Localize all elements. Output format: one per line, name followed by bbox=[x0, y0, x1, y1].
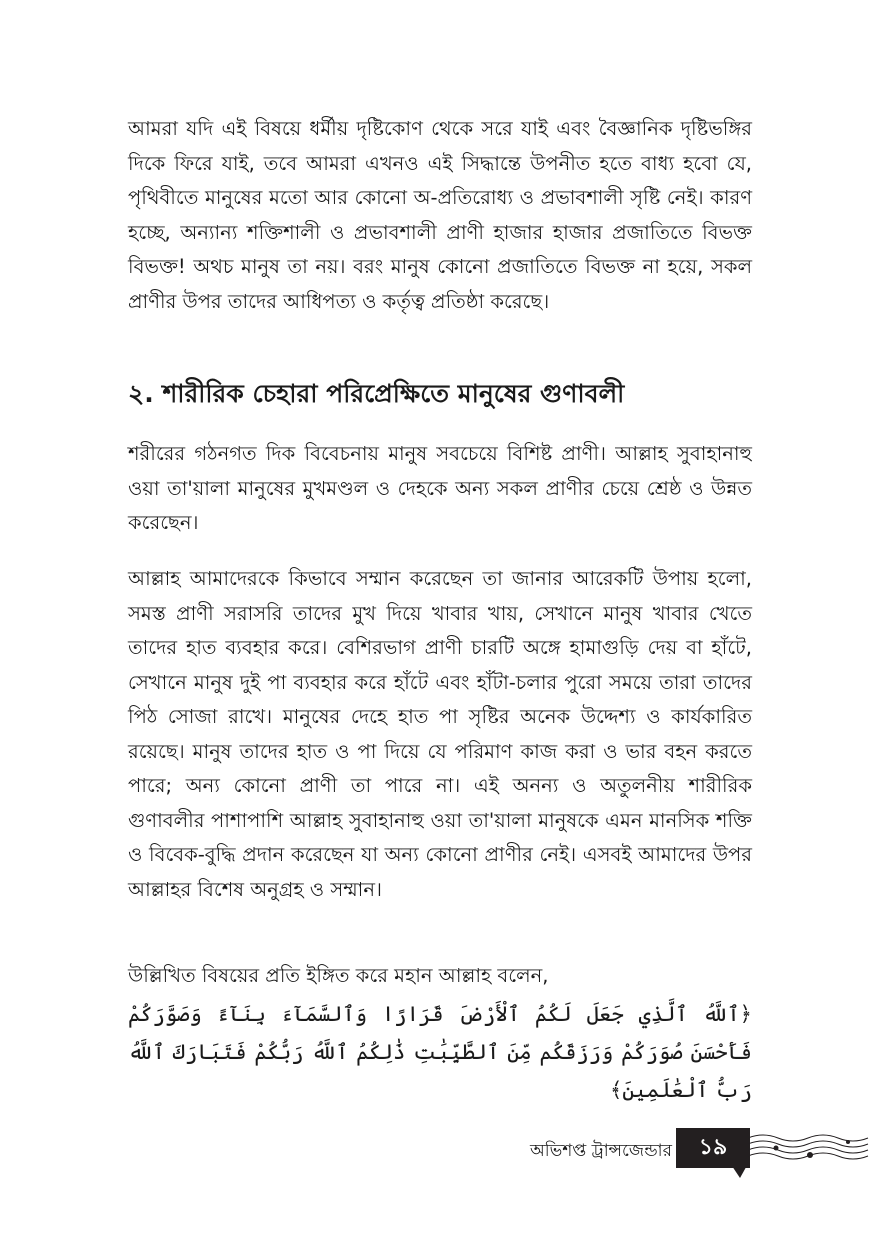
book-title: অভিশপ্ত ট্রান্সজেন্ডার bbox=[530, 1141, 672, 1161]
page-number-tab-tail bbox=[728, 1160, 750, 1178]
section-heading: ২. শারীরিক চেহারা পরিপ্রেক্ষিতে মানুষের গুণাবলী bbox=[128, 379, 625, 408]
paragraph-3: আল্লাহ আমাদেরকে কিভাবে সম্মান করেছেন তা জানার আরেকটি উপায় হলো, সমস্ত প্রাণী সরাসরি তাদের মুখ দিয়ে খাবার খায়, সেখানে মানুষ খাবার খেতে তাদের হাত ব্যবহার করে। বেশিরভাগ প্রাণী চারটি অঙ্গে হামাগুড়ি দেয় বা হাঁটে, সেখানে মানুষ দুই পা ব্যবহার করে হাঁটে এবং হাঁটা-চলার পুরো সময়ে তারা তাদের পিঠ সোজা রাখে। মানুষের দেহে হাত পা সৃষ্টির অনেক উদ্দেশ্য ও কার্যকারিত রয়েছে। মানুষ তাদের হাত ও পা দিয়ে যে পরিমাণ কাজ করা ও ভার বহন করতে পারে; অন্য কোনো প্রাণী তা পারে না। এই অনন্য ও অতুলনীয় শারীরিক গুণাবলীর পাশাপাশি আল্লাহ সুবাহানাহু ওয়া তা'য়ালা মানুষকে এমন মানসিক শক্তি ও বিবেক-বুদ্ধি প্রদান করেছেন যা অন্য কোনো প্রাণীর নেই। এসবই আমাদের উপর আল্লাহর বিশেষ অনুগ্রহ ও সম্মান। bbox=[128, 567, 752, 901]
paragraph-1: আমরা যদি এই বিষয়ে ধর্মীয় দৃষ্টিকোণ থেকে সরে যাই এবং বৈজ্ঞানিক দৃষ্টিভঙ্গির দিকে ফিরে যাই, তবে আমরা এখনও এই সিদ্ধান্তে উপনীত হতে বাধ্য হবো যে, পৃথিবীতে মানুষের মতো আর কোনো অ-প্রতিরোধ্য ও প্রভাবশালী সৃষ্টি নেই। কারণ হচ্ছে, অন্যান্য শক্তিশালী ও প্রভাবশালী প্রাণী হাজার হাজার প্রজাতিতে বিভক্ত বিভক্ত! অথচ মানুষ তা নয়। বরং মানুষ কোনো প্রজাতিতে বিভক্ত না হয়ে, সকল প্রাণীর উপর তাদের আধিপত্য ও কর্তৃত্ব প্রতিষ্ঠা করেছে। bbox=[128, 117, 753, 313]
paragraph-2: শরীরের গঠনগত দিক বিবেচনায় মানুষ সবচেয়ে বিশিষ্ট প্রাণী। আল্লাহ সুবাহানাহু ওয়া তা'য়ালা মানুষের মুখমণ্ডল ও দেহকে অন্য সকল প্রাণীর চেয়ে শ্রেষ্ঠ ও উন্নত করেছেন। bbox=[128, 442, 752, 534]
paragraph-4: উল্লিখিত বিষয়ের প্রতি ইঙ্গিত করে মহান আল্লাহ বলেন, bbox=[128, 964, 549, 987]
arabic-verse: ﴿ٱللَّهُ ٱلَّذِي جَعَلَ لَكُمُ ٱلْأَرْضَ قَرَارًا وَٱلسَّمَآءَ بِنَآءً وَصَوَّرَكُمْ فَأَحْسَنَ صُوَرَكُمْ وَرَزَقَكُم مِّنَ ٱلطَّيِّبَٰتِ ذَٰلِكُمُ ٱللَّهُ رَبُّكُمْ فَتَبَارَكَ ٱللَّهُ رَبُّ ٱلْعَٰلَمِينَ﴾ bbox=[128, 1002, 752, 1102]
page-number: ১৯ bbox=[676, 1128, 750, 1168]
wave-ornament-icon bbox=[748, 1128, 878, 1168]
